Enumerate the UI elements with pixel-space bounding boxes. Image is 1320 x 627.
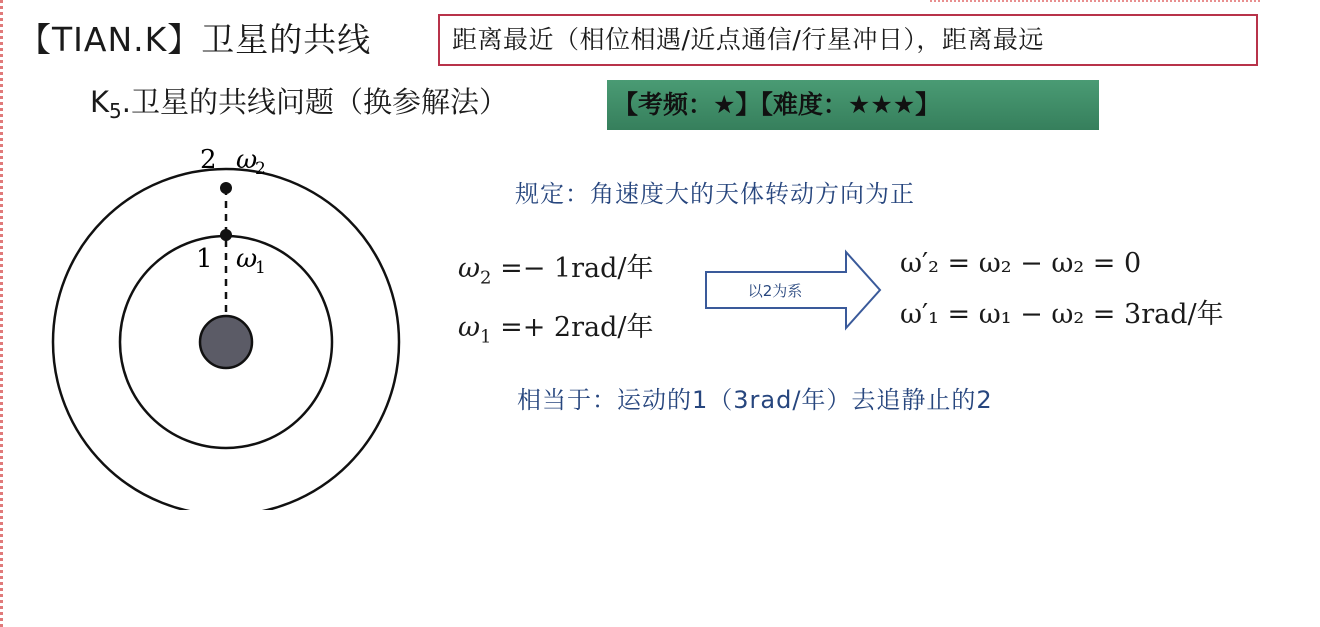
omega2-subscript: 2 [480, 267, 492, 289]
central-planet [200, 316, 252, 368]
omega2-symbol: ω [458, 253, 481, 284]
relative-omega2-equation: ω′₂ = ω₂ − ω₂ = 0 [900, 248, 1142, 279]
satellite-1-number: 1 [196, 244, 213, 274]
page-title: 【TIAN.K】卫星的共线 [18, 20, 372, 59]
conclusion-text: 相当于：运动的1（3rad/年）去追静止的2 [517, 386, 993, 414]
satellite-2-omega: ω [236, 145, 258, 175]
title-note-box: 距离最近（相位相遇/近点通信/行星冲日），距离最远 [438, 14, 1258, 66]
section-title [90, 80, 508, 123]
convention-rule: 规定：角速度大的天体转动方向为正 [515, 180, 915, 208]
omega1-subscript: 1 [480, 326, 492, 348]
satellite-1-omega: ω [236, 244, 258, 274]
satellite-2-omega-sub: 2 [255, 159, 266, 179]
orbit-diagram [40, 140, 420, 510]
frequency-difficulty-badge: 【考频：★】【难度：★★★】 [607, 80, 1099, 130]
omega2-value: =− 1rad/年 [491, 253, 654, 284]
omega1-equation [458, 305, 653, 347]
omega2-equation [458, 246, 653, 288]
transform-arrow-label: 以2为系 [747, 282, 803, 300]
omega1-value: =+ 2rad/年 [491, 312, 654, 343]
page-margin-dots [0, 0, 3, 627]
satellite-2-dot [220, 182, 232, 194]
omega1-symbol: ω [458, 312, 481, 343]
relative-omega1-equation: ω′₁ = ω₁ − ω₂ = 3rad/年 [900, 299, 1224, 330]
satellite-1-dot [220, 229, 232, 241]
section-k-label: K [90, 85, 110, 119]
section-title-text: .卫星的共线问题（换参解法） [121, 85, 508, 119]
satellite-2-number: 2 [200, 145, 217, 175]
page-top-marks [930, 0, 1260, 8]
section-k-subscript: 5 [109, 99, 122, 123]
satellite-1-omega-sub: 1 [255, 258, 266, 278]
